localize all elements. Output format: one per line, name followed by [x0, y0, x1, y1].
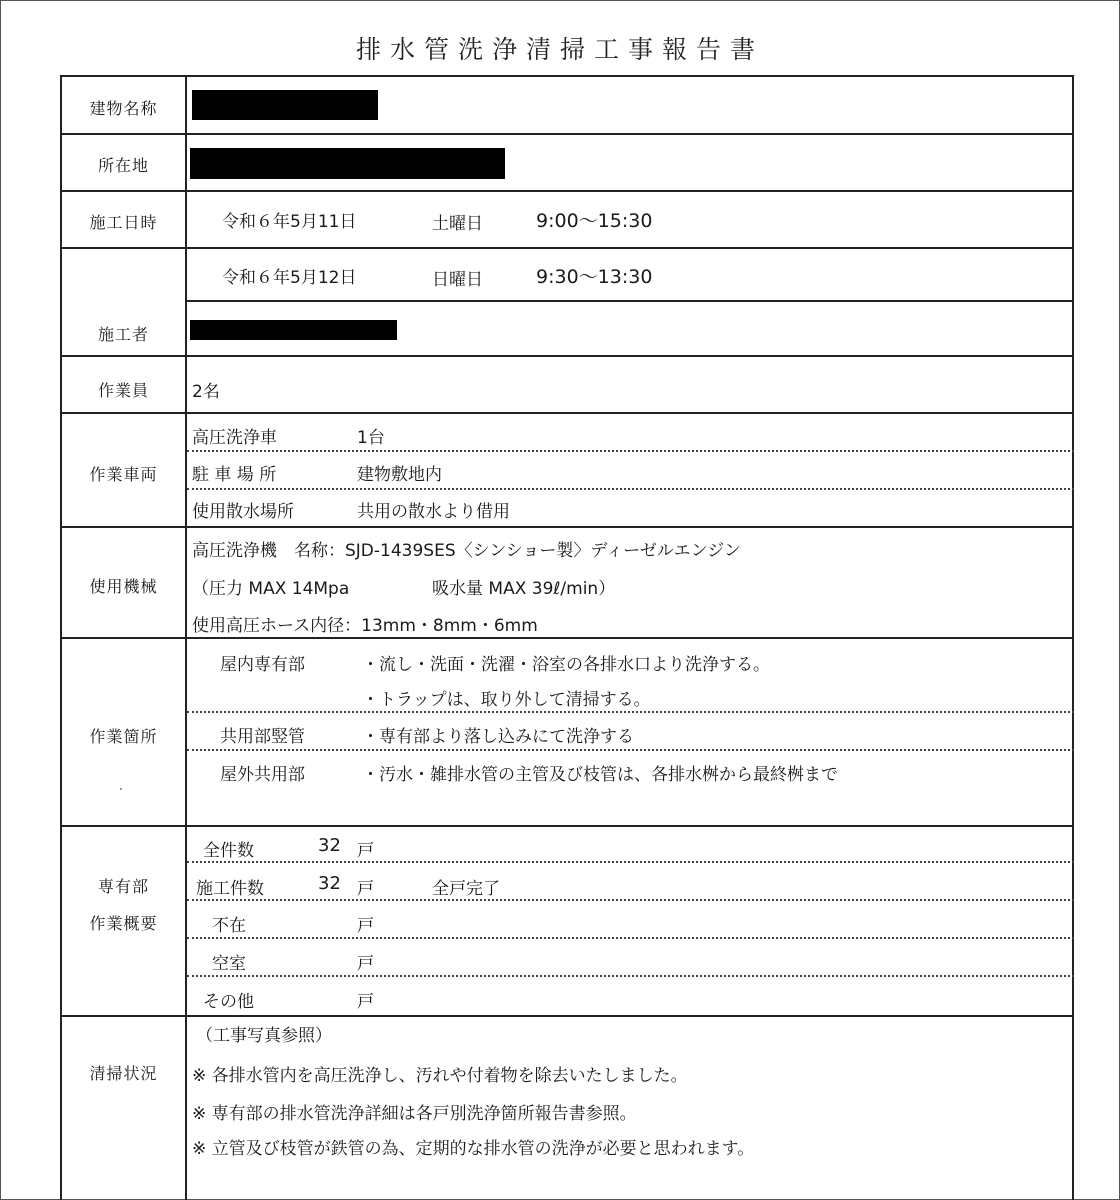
- vehicle-item: 高圧洗浄車: [192, 428, 277, 448]
- outdoor-text-1: ・汚水・雑排水管の主管及び枝管は、各排水桝から最終桝まで: [362, 765, 838, 785]
- label-equipment: 使用機械: [89, 577, 158, 596]
- vehicle-value: 1台: [357, 428, 385, 448]
- cleaning-line3: ※ 専有部の排水管洗浄詳細は各戸別洗浄箇所報告書参照。: [192, 1104, 637, 1124]
- dotted-divider: [187, 749, 1074, 751]
- riser-text-1: ・専有部より落し込みにて洗浄する: [362, 727, 634, 747]
- summary-item: 不在: [212, 916, 246, 936]
- schedule-date-1: 令和６年5月11日: [222, 212, 357, 232]
- row-divider: [60, 133, 1074, 135]
- dotted-divider: [187, 450, 1074, 452]
- schedule-time-2: 9:30〜13:30: [536, 266, 653, 288]
- cleaning-line4: ※ 立管及び枝管が鉄管の為、定期的な排水管の洗浄が必要と思われます。: [192, 1139, 755, 1159]
- redacted-contractor: [190, 320, 397, 340]
- summary-count: 32: [318, 873, 341, 894]
- equipment-line2b: 吸水量 MAX 39ℓ/min）: [432, 579, 616, 599]
- dotted-divider: [187, 711, 1074, 713]
- summary-note: 全戸完了: [432, 879, 500, 899]
- label-building-name: 建物名称: [89, 99, 158, 118]
- redacted-location: [190, 148, 505, 179]
- summary-item: 施工件数: [196, 879, 264, 899]
- vehicle-value: 共用の散水より借用: [357, 502, 510, 522]
- vehicle-value: 建物敷地内: [357, 465, 442, 485]
- stray-mark: [120, 788, 122, 790]
- row-divider: [60, 637, 1074, 639]
- indoor-text-2: ・トラップは、取り外して清掃する。: [362, 690, 651, 710]
- row-divider: [60, 1015, 1074, 1017]
- vehicle-item: 使用散水場所: [192, 502, 294, 522]
- vehicle-item: 駐 車 場 所: [192, 465, 277, 485]
- dotted-divider: [187, 937, 1074, 939]
- schedule-day-1: 土曜日: [432, 214, 483, 234]
- equipment-line2a: （圧力 MAX 14Mpa: [192, 579, 350, 599]
- equipment-line1: 高圧洗浄機 名称：SJD-1439SES〈シンショー製〉ディーゼルエンジン: [192, 541, 741, 561]
- equipment-line3: 使用高圧ホース内径：13mm・8mm・6mm: [192, 616, 538, 636]
- schedule-time-1: 9:00〜15:30: [536, 210, 653, 232]
- summary-count: 32: [318, 835, 341, 856]
- summary-unit: 戸: [357, 954, 374, 974]
- summary-unit: 戸: [357, 916, 374, 936]
- label-vehicle: 作業車両: [89, 465, 158, 484]
- summary-item: 空室: [212, 954, 246, 974]
- workers-value: 2名: [192, 382, 220, 402]
- summary-unit: 戸: [357, 841, 374, 861]
- row-divider: [60, 247, 1074, 249]
- summary-item: 全件数: [203, 841, 254, 861]
- report-title: 排水管洗浄清掃工事報告書: [355, 35, 764, 64]
- label-cleaning-status: 清掃状況: [89, 1064, 158, 1083]
- cleaning-line1: （工事写真参照）: [196, 1026, 332, 1046]
- label-work-area: 作業箇所: [89, 727, 158, 746]
- cleaning-line2: ※ 各排水管内を高圧洗浄し、汚れや付着物を除去いたしました。: [192, 1066, 688, 1086]
- row-divider: [60, 190, 1074, 192]
- summary-item: その他: [203, 992, 254, 1012]
- indoor-text-1: ・流し・洗面・洗濯・浴室の各排水口より洗浄する。: [362, 655, 770, 675]
- schedule-day-2: 日曜日: [432, 270, 483, 290]
- label-location: 所在地: [97, 156, 149, 175]
- dotted-divider: [187, 899, 1074, 901]
- row-divider: [60, 825, 1074, 827]
- redacted-building-name: [192, 90, 378, 120]
- label-work-date: 施工日時: [89, 213, 158, 232]
- label-workers: 作業員: [97, 381, 149, 400]
- schedule-date-2: 令和６年5月12日: [222, 268, 357, 288]
- summary-unit: 戸: [357, 879, 374, 899]
- row-divider: [60, 526, 1074, 528]
- dotted-divider: [187, 488, 1074, 490]
- row-divider: [60, 355, 1074, 357]
- outdoor-label: 屋外共用部: [220, 765, 305, 785]
- summary-unit: 戸: [357, 992, 374, 1012]
- riser-label: 共用部竪管: [220, 727, 305, 747]
- dotted-divider: [187, 975, 1074, 977]
- label-summary-line2: 作業概要: [89, 914, 158, 933]
- dotted-divider: [187, 861, 1074, 863]
- row-divider: [187, 300, 1074, 302]
- row-divider: [60, 412, 1074, 414]
- indoor-label: 屋内専有部: [220, 655, 305, 675]
- label-contractor: 施工者: [97, 325, 149, 344]
- label-summary-line1: 専有部: [97, 877, 149, 896]
